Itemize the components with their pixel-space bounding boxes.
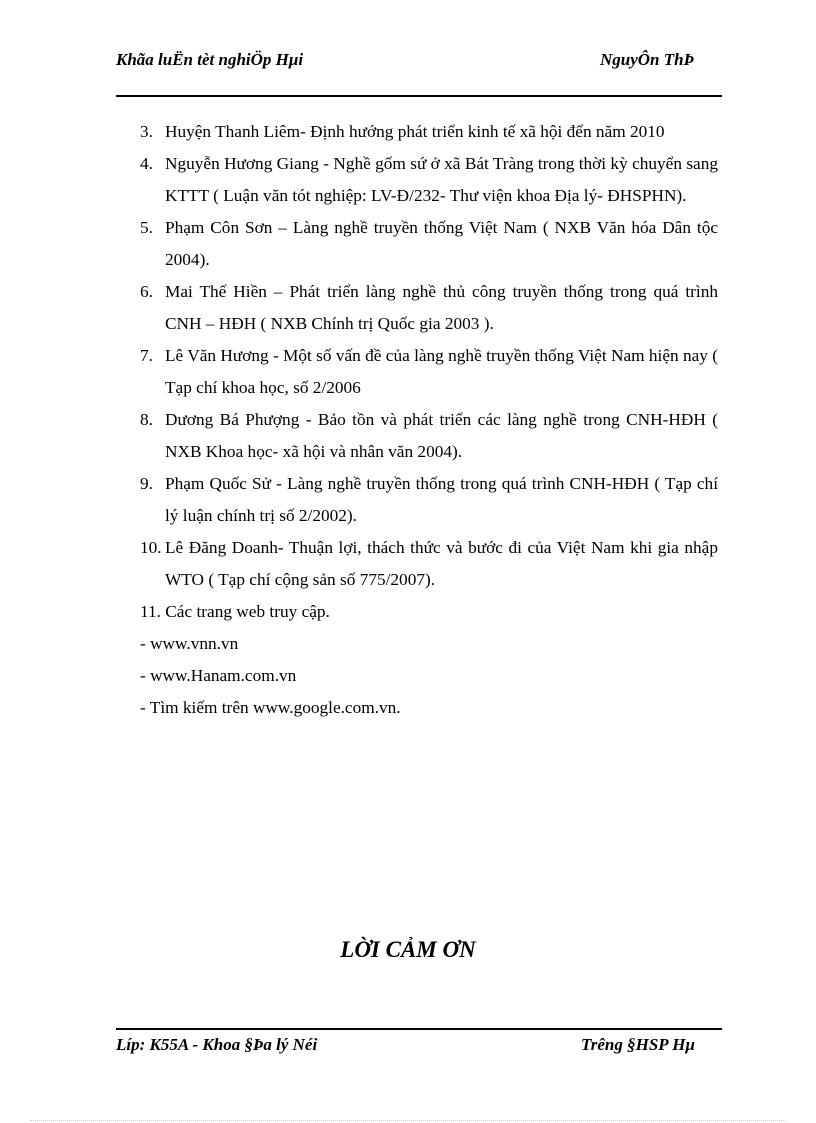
- header-right-text: NguyÔn ThÞ: [600, 50, 694, 69]
- reference-text: Huyện Thanh Liêm- Định hướng phát triển kinh tế xã hội đến năm 2010: [165, 122, 665, 141]
- page-edge-divider: [30, 1120, 786, 1121]
- reference-item-websites: 11. Các trang web truy cập.: [140, 602, 330, 621]
- reference-text: Lê Đăng Doanh- Thuận lợi, thách thức và bước đi của Việt Nam khi gia nhập WTO ( Tạp chí cộng sản số 775/2007).: [165, 538, 718, 589]
- reference-number: 10.: [140, 538, 162, 557]
- reference-number: 7.: [140, 346, 153, 365]
- reference-text: Phạm Côn Sơn – Làng nghề truyền thống Việt Nam ( NXB Văn hóa Dân tộc 2004).: [165, 218, 718, 269]
- reference-item: [140, 276, 718, 340]
- website-entry: - www.vnn.vn: [140, 634, 239, 653]
- reference-item: [140, 340, 718, 404]
- reference-number: 5.: [140, 218, 153, 237]
- footer-rule: [116, 1028, 722, 1030]
- reference-item: [140, 468, 718, 532]
- header-left-text: Khãa luËn tèt nghiÖp Hμi: [116, 50, 304, 69]
- reference-list: [140, 116, 718, 724]
- reference-number: 6.: [140, 282, 153, 301]
- reference-item: [140, 532, 718, 596]
- reference-item: [140, 148, 718, 212]
- reference-text: Dương Bá Phượng - Bảo tồn và phát triển các làng nghề trong CNH-HĐH ( NXB Khoa học- xã hội và nhân văn 2004).: [165, 410, 718, 461]
- footer-right-text: Trêng §HSP Hμ: [581, 1035, 695, 1054]
- reference-item: [140, 116, 718, 148]
- footer-left-text: Líp: K55A - Khoa §Þa lý Néi: [116, 1035, 318, 1054]
- section-heading: LỜI CẢM ƠN: [340, 937, 476, 962]
- reference-text: Nguyễn Hương Giang - Nghề gốm sứ ở xã Bát Tràng trong thời kỳ chuyển sang KTTT ( Luận văn tót nghiệp: LV-Đ/232- Thư viện khoa Địa lý- ĐHSPHN).: [165, 154, 718, 205]
- reference-item: [140, 404, 718, 468]
- reference-number: 8.: [140, 410, 153, 429]
- reference-item: [140, 212, 718, 276]
- website-entry: - Tìm kiếm trên www.google.com.vn.: [140, 698, 401, 717]
- reference-number: 3.: [140, 122, 153, 141]
- reference-number: 9.: [140, 474, 153, 493]
- reference-text: Mai Thế Hiền – Phát triển làng nghề thủ công truyền thống trong quá trình CNH – HĐH ( NXB Chính trị Quốc gia 2003 ).: [165, 282, 718, 333]
- reference-number: 4.: [140, 154, 153, 173]
- header-rule: [116, 95, 722, 97]
- reference-text: Phạm Quốc Sử - Làng nghề truyền thống trong quá trình CNH-HĐH ( Tạp chí lý luận chính trị số 2/2002).: [165, 474, 718, 525]
- reference-text: Lê Văn Hương - Một số vấn đề của làng nghề truyền thống Việt Nam hiện nay ( Tạp chí khoa học, số 2/2006: [165, 346, 718, 397]
- website-entry: - www.Hanam.com.vn: [140, 666, 297, 685]
